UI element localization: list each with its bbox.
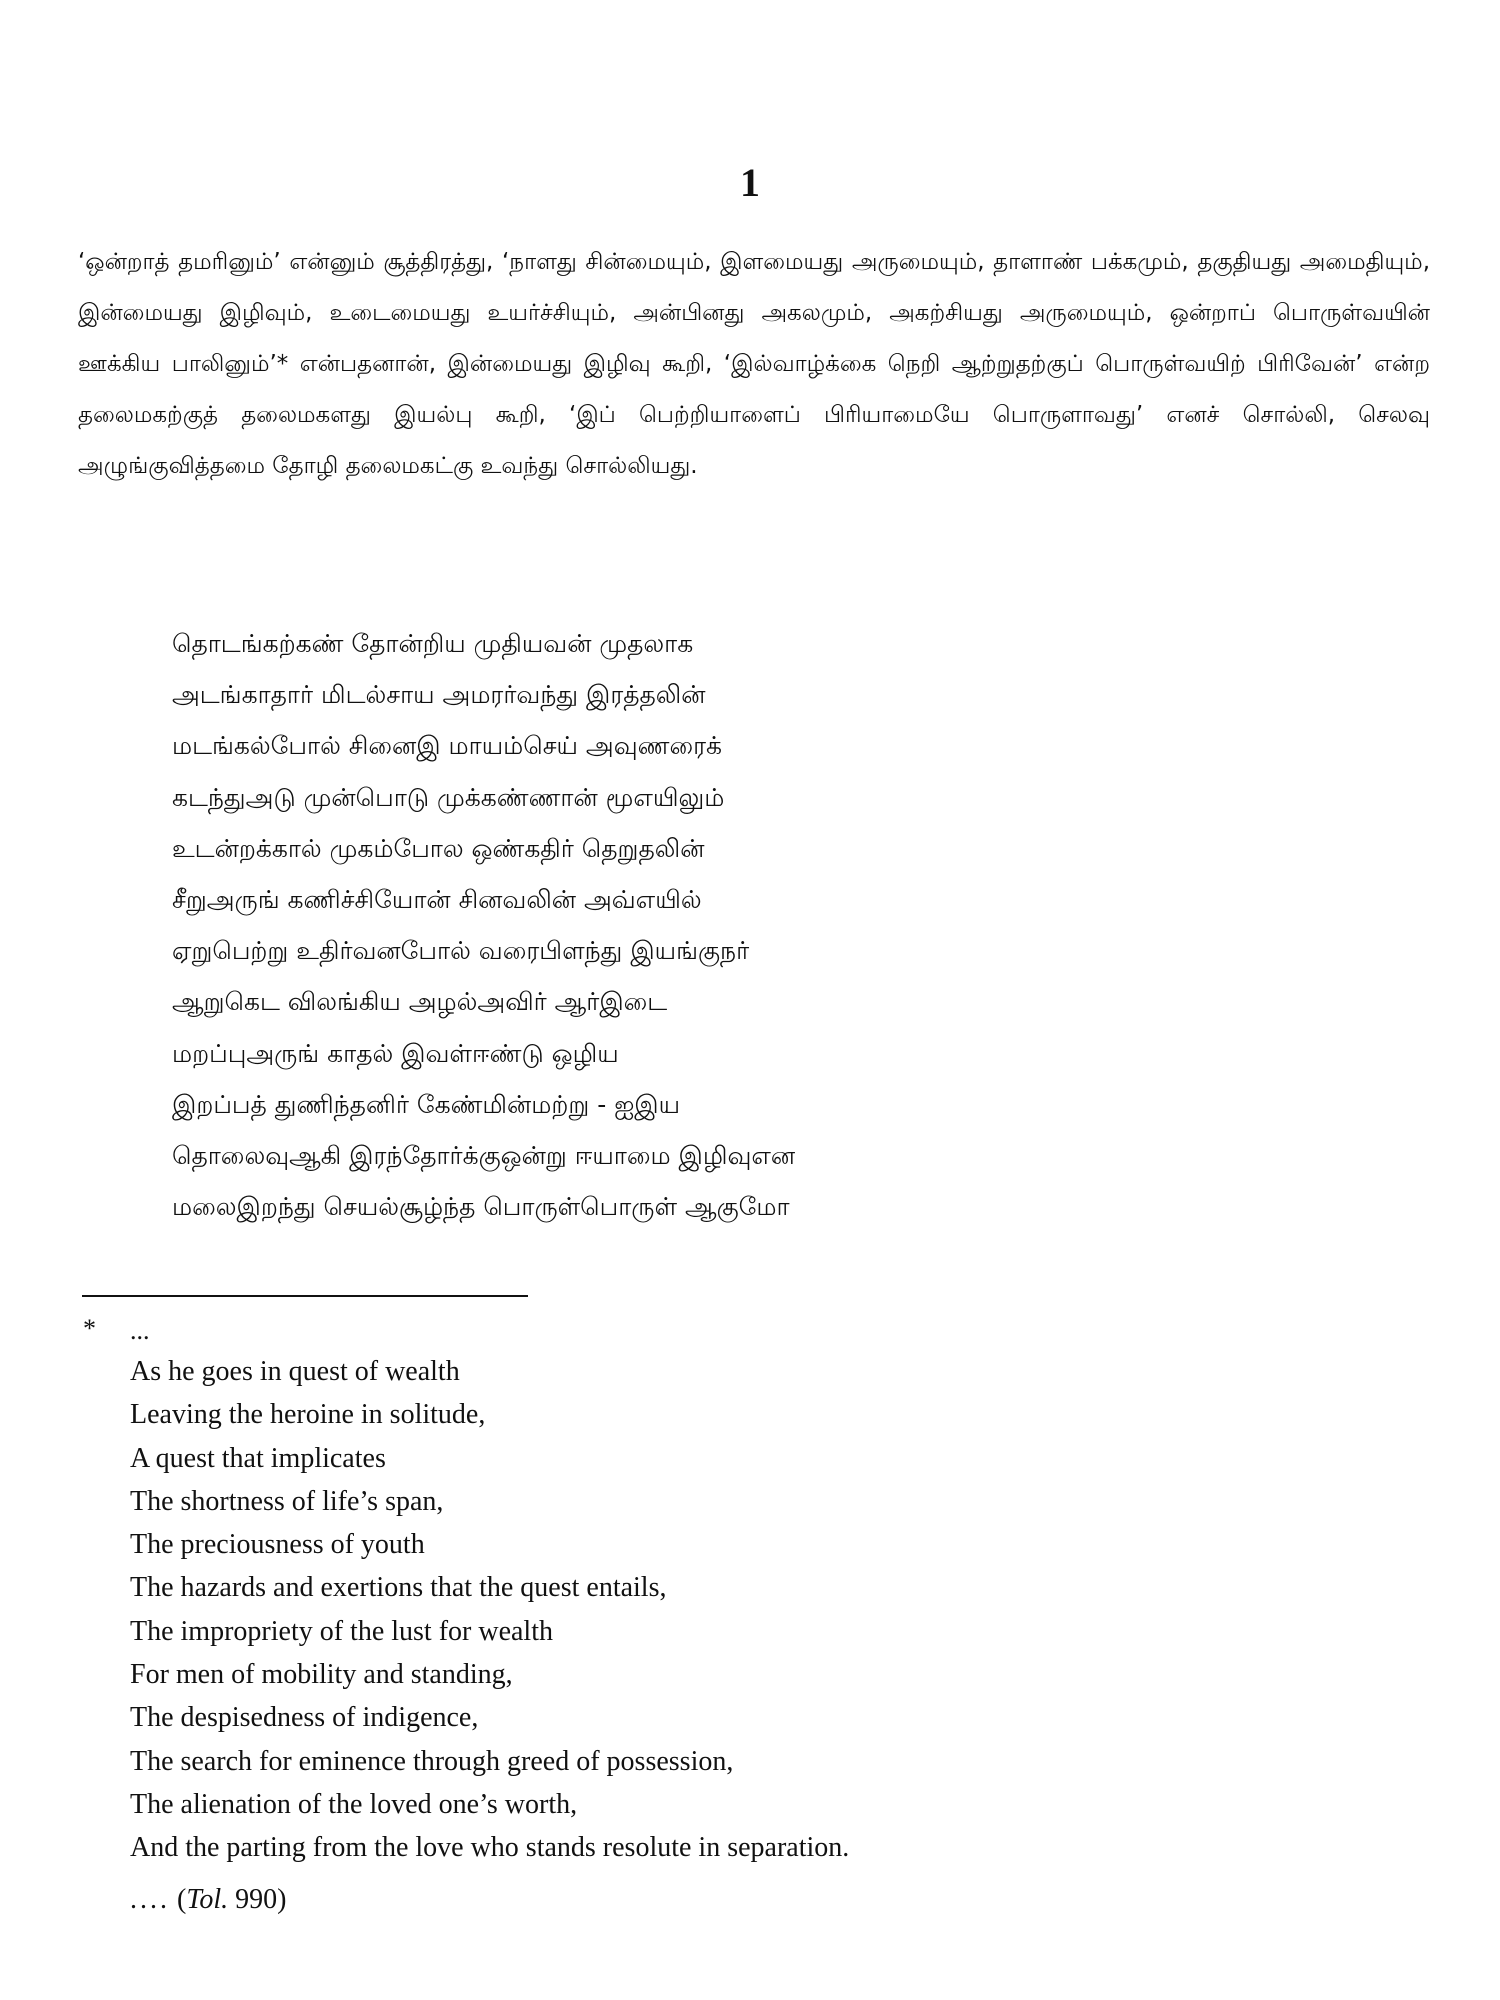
translation-line: For men of mobility and standing,: [130, 1659, 513, 1691]
translation-line: And the parting from the love who stands resolute in separation.: [130, 1832, 850, 1864]
verse-block: [172, 618, 1372, 1232]
citation-ellipsis: ....: [130, 1884, 170, 1915]
citation-open-paren: (: [170, 1884, 187, 1915]
translation-line: The shortness of life’s span,: [130, 1485, 444, 1517]
translation-line: The impropriety of the lust for wealth: [130, 1615, 553, 1647]
verse-line: இறப்பத் துணிந்தனிர் கேண்மின்மற்று - ஐஇய: [172, 1089, 681, 1119]
verse-line: உடன்றக்கால் முகம்போல ஒண்கதிர் தெறுதலின்: [172, 833, 705, 863]
verse-line: மடங்கல்போல் சினைஇ மாயம்செய் அவுணரைக்: [172, 731, 723, 761]
translation-line: A quest that implicates: [130, 1442, 386, 1474]
footnote-translation: [130, 1350, 1330, 1870]
verse-line: மலைஇறந்து செயல்சூழ்ந்த பொருள்பொருள் ஆகுமோ: [172, 1192, 790, 1222]
footnote-citation: [130, 1882, 286, 1918]
commentary-paragraph: ‘ஒன்றாத் தமரினும்’ என்னும் சூத்திரத்து, ‘நாளது சின்மையும், இளமையது அருமையும், தாளாண் பக்கமும், தகுதியது அமைதியும், இன்மையது இழிவும், உடைமையது உயர்ச்சியும், அன்பினது அகலமும், அகற்சியது அருமையும், ஒன்றாப் பொருள்வயின் ஊக்கிய பாலினும்’* என்பதனான், இன்மையது இழிவு கூறி, ‘இல்வாழ்க்கை நெறி ஆற்றுதற்குப் பொருள்வயிற் பிரிவேன்’ என்ற தலைமகற்குத் தலைமகளது இயல்பு கூறி, ‘இப் பெற்றியாளைப் பிரியாமையே பொருளாவது’ எனச் சொல்லி, செலவு அழுங்குவித்தமை தோழி தலைமகட்கு உவந்து சொல்லியது.: [78, 249, 1430, 479]
translation-line: Leaving the heroine in solitude,: [130, 1399, 486, 1431]
translation-line: The hazards and exertions that the quest entails,: [130, 1572, 667, 1604]
footnote-ellipsis: ...: [130, 1316, 150, 1345]
verse-line: சீறுஅருங் கணிச்சியோன் சினவலின் அவ்எயில்: [172, 885, 702, 915]
citation-source: Tol.: [186, 1884, 229, 1915]
footnote-marker: *: [83, 1314, 96, 1343]
verse-line: மறப்புஅருங் காதல் இவள்ஈண்டு ஒழிய: [172, 1038, 619, 1068]
verse-line: அடங்காதார் மிடல்சாய அமரர்வந்து இரத்தலின்: [172, 680, 706, 710]
verse-line: ஆறுகெட விலங்கிய அழல்அவிர் ஆர்இடை: [172, 987, 668, 1017]
verse-line: ஏறுபெற்று உதிர்வனபோல் வரைபிளந்து இயங்குநர்: [172, 936, 750, 966]
footnote-divider: [82, 1295, 528, 1297]
citation-reference: 990): [228, 1884, 287, 1915]
verse-line: தொலைவுஆகி இரந்தோர்க்குஒன்று ஈயாமை இழிவுஎன: [172, 1141, 796, 1171]
translation-line: The alienation of the loved one’s worth,: [130, 1788, 578, 1820]
verse-line: கடந்துஅடு முன்பொடு முக்கண்ணான் மூஎயிலும்: [172, 782, 725, 812]
translation-line: The despisedness of indigence,: [130, 1702, 479, 1734]
translation-line: As he goes in quest of wealth: [130, 1356, 460, 1387]
page-number: 1: [740, 160, 760, 205]
verse-line: தொடங்கற்கண் தோன்றிய முதியவன் முதலாக: [172, 629, 694, 658]
translation-line: The search for eminence through greed of possession,: [130, 1745, 734, 1777]
translation-line: The preciousness of youth: [130, 1529, 425, 1561]
